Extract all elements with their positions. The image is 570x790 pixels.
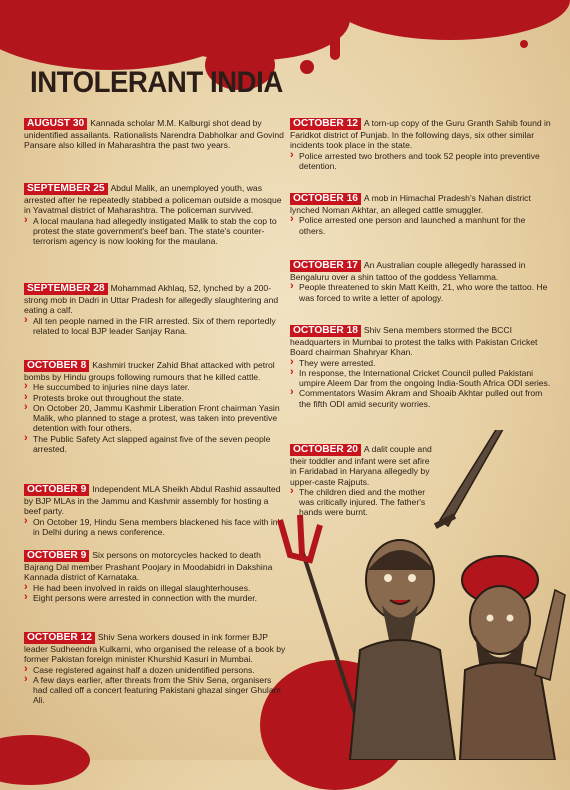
timeline-entry bbox=[24, 360, 286, 454]
entry-text: Independent MLA Sheikh Abdul Rashid assaulted by BJP MLAs in the Jammu and Kashmir assembly for hosting a beef party. bbox=[24, 484, 281, 517]
timeline-entry bbox=[290, 118, 552, 171]
entry-bullet: › In response, the International Cricket Council pulled Pakistani umpire Aleem Dar from the ongoing India-South Africa ODI series. bbox=[290, 368, 552, 389]
blood-splatter-decoration bbox=[520, 40, 528, 48]
entry-date: OCTOBER 17 bbox=[290, 260, 361, 272]
entry-text: Six persons on motorcycles hacked to death Bajrang Dal member Prashant Poojary in Moodabidri in Dakshina Kannada district of Karnataka. bbox=[24, 550, 273, 583]
entry-date: OCTOBER 18 bbox=[290, 325, 361, 337]
entry-bullet: › Police arrested two brothers and took 52 people into preventive detention. bbox=[290, 151, 552, 172]
entry-date: OCTOBER 9 bbox=[24, 550, 89, 562]
timeline-entry bbox=[24, 183, 286, 246]
entry-bullet: › The children died and the mother was critically injured. The father's hands were burnt. bbox=[290, 487, 435, 518]
entry-text: Kannada scholar M.M. Kalburgi shot dead by unidentified assailants. Rationalists Narendra Dabholkar and Govind Pansare also killed in Maharashtra the past two years. bbox=[24, 118, 284, 151]
entry-date: AUGUST 30 bbox=[24, 118, 87, 130]
entry-bullet: › Eight persons were arrested in connection with the murder. bbox=[24, 593, 286, 603]
entry-date: SEPTEMBER 25 bbox=[24, 183, 108, 195]
timeline-entry bbox=[290, 325, 552, 409]
timeline-entry bbox=[24, 118, 286, 151]
entry-text: A mob in Himachal Pradesh's Nahan district lynched Noman Akhtar, an alleged cattle smuggler. bbox=[290, 193, 531, 215]
entry-text: An Australian couple allegedly harassed in Bengaluru over a shin tattoo of the goddess Yellamma. bbox=[290, 260, 526, 282]
entry-bullet: › On October 20, Jammu Kashmir Liberation Front chairman Yasin Malik, who planned to stage a protest, was taken into preventive detention with four others. bbox=[24, 403, 286, 434]
entry-text: Kashmiri trucker Zahid Bhat attacked with petrol bombs by Hindu groups following rumours that he killed cattle. bbox=[24, 360, 275, 382]
entry-bullet: › People threatened to skin Matt Keith, 21, who wore the tattoo. He was forced to write a letter of apology. bbox=[290, 282, 552, 303]
blood-splatter-decoration bbox=[0, 735, 90, 785]
blood-splatter-decoration bbox=[330, 20, 340, 60]
page-title: INTOLERANT INDIA bbox=[30, 66, 283, 99]
entry-bullet: › The Public Safety Act slapped against five of the seven people arrested. bbox=[24, 434, 286, 455]
entry-text: Abdul Malik, an unemployed youth, was arrested after he repeatedly stabbed a policeman outside a mosque in Yavatmal district of Maharashtra. The policeman survived. bbox=[24, 183, 282, 216]
timeline-entry bbox=[24, 550, 286, 603]
entry-date: OCTOBER 12 bbox=[24, 632, 95, 644]
entry-bullet: › Case registered against half a dozen unidentified persons. bbox=[24, 665, 286, 675]
entry-bullet: › He succumbed to injuries nine days later. bbox=[24, 382, 286, 392]
entry-bullet: › They were arrested. bbox=[290, 358, 552, 368]
entry-bullet: › A local maulana had allegedly instigated Malik to stab the cop to protest the state government's beef ban. The state's counter-terrorism agency is now looking for the maulana. bbox=[24, 216, 286, 247]
entry-date: OCTOBER 20 bbox=[290, 444, 361, 456]
mob-illustration bbox=[250, 430, 570, 760]
entry-text: A torn-up copy of the Guru Granth Sahib found in Faridkot district of Punjab. In the following days, six other similar incidents took place in the state. bbox=[290, 118, 551, 151]
timeline-entry bbox=[24, 632, 286, 706]
entry-text: Mohammad Akhlaq, 52, lynched by a 200-strong mob in Dadri in Uttar Pradesh for allegedly slaughtering and eating a calf. bbox=[24, 283, 279, 316]
entry-date: OCTOBER 12 bbox=[290, 118, 361, 130]
entry-bullet: › All ten people named in the FIR arrested. Six of them reportedly related to local BJP leader Sanjay Rana. bbox=[24, 316, 286, 337]
entry-date: SEPTEMBER 28 bbox=[24, 283, 108, 295]
entry-bullet: › Police arrested one person and launched a manhunt for the others. bbox=[290, 215, 552, 236]
entry-text: Shiv Sena workers doused in ink former BJP leader Sudheendra Kulkarni, who organised the release of a book by former Pakistan foreign minister Khurshid Kasuri in Mumbai. bbox=[24, 632, 286, 665]
entry-bullet: › He had been involved in raids on illegal slaughterhouses. bbox=[24, 583, 286, 593]
blood-splatter-decoration bbox=[330, 0, 570, 40]
entry-bullet: › Protests broke out throughout the state. bbox=[24, 393, 286, 403]
entry-date: OCTOBER 8 bbox=[24, 360, 89, 372]
entry-text: A dalit couple and their toddler and infant were set afire in Faridabad in Haryana allegedly by upper-caste Rajputs. bbox=[290, 444, 432, 487]
timeline-entry bbox=[24, 484, 286, 537]
entry-date: OCTOBER 16 bbox=[290, 193, 361, 205]
entry-bullet: › On October 19, Hindu Sena members blackened his face with ink in Delhi during a news conference. bbox=[24, 517, 286, 538]
entry-bullet: › A few days earlier, after threats from the Shiv Sena, organisers had called off a concert featuring Pakistani ghazal singer Ghulam Ali. bbox=[24, 675, 286, 706]
entry-text: Shiv Sena members stormed the BCCI headquarters in Mumbai to protest the talks with Pakistan Cricket Board chairman Shahryar Khan. bbox=[290, 325, 538, 358]
timeline-entry bbox=[290, 260, 552, 303]
blood-splatter-decoration bbox=[300, 60, 314, 74]
timeline-entry bbox=[290, 193, 552, 236]
entry-bullet: › Commentators Wasim Akram and Shoaib Akhtar pulled out from the fifth ODI amid security worries. bbox=[290, 388, 552, 409]
entry-date: OCTOBER 9 bbox=[24, 484, 89, 496]
timeline-entry bbox=[24, 283, 286, 336]
